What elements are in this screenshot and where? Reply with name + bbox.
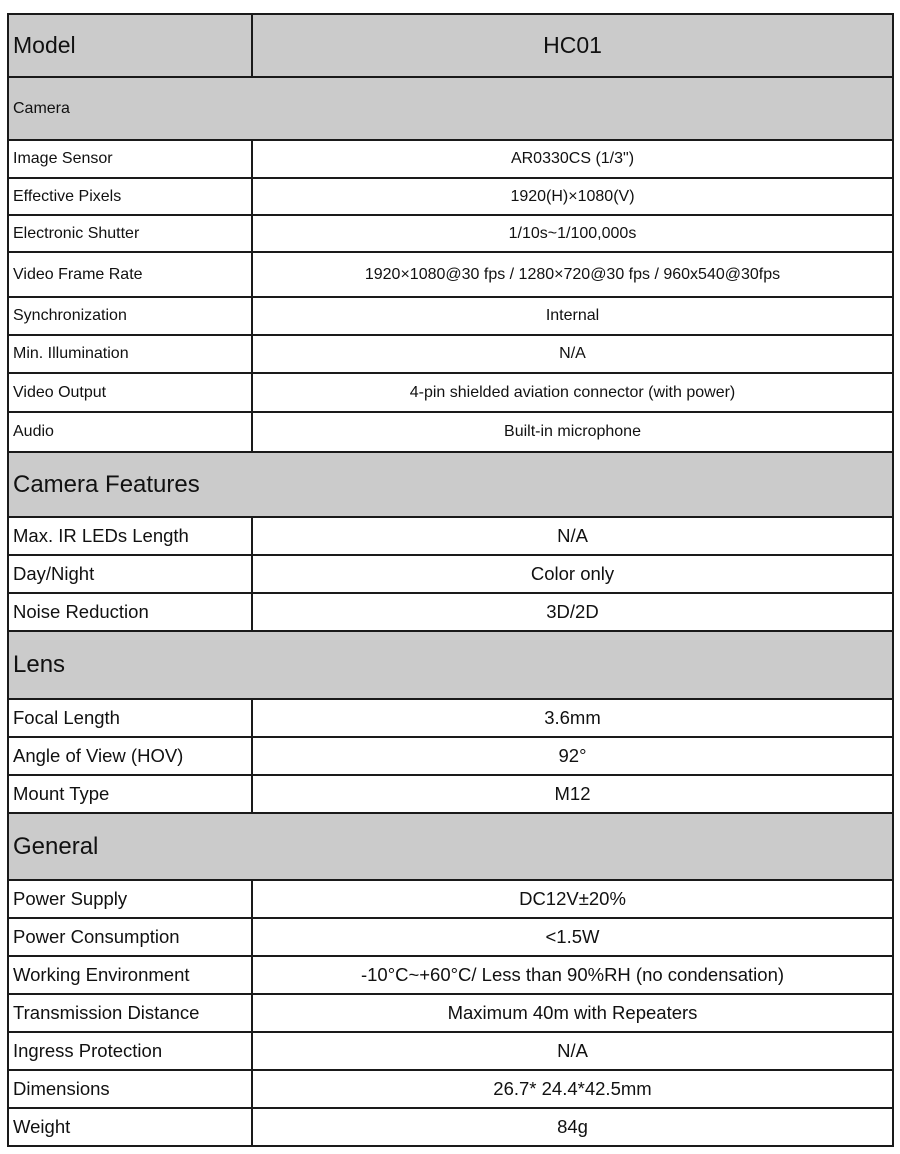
spec-value: 84g <box>252 1108 893 1146</box>
spec-row <box>8 994 893 1032</box>
spec-label: Angle of View (HOV) <box>8 737 252 775</box>
spec-label: Audio <box>8 412 252 452</box>
spec-label: Image Sensor <box>8 140 252 178</box>
spec-label: Transmission Distance <box>8 994 252 1032</box>
spec-row <box>8 373 893 412</box>
spec-value: N/A <box>252 335 893 373</box>
spec-label: Synchronization <box>8 297 252 335</box>
spec-value: 3D/2D <box>252 593 893 631</box>
spec-row <box>8 140 893 178</box>
spec-value: N/A <box>252 1032 893 1070</box>
spec-row <box>8 956 893 994</box>
spec-row <box>8 737 893 775</box>
spec-table <box>7 13 894 1147</box>
spec-value: DC12V±20% <box>252 880 893 918</box>
spec-row <box>8 699 893 737</box>
spec-row <box>8 252 893 297</box>
spec-label: Video Output <box>8 373 252 412</box>
spec-row <box>8 1070 893 1108</box>
spec-value: 4-pin shielded aviation connector (with power) <box>252 373 893 412</box>
spec-value: AR0330CS (1/3") <box>252 140 893 178</box>
section-header-lens <box>8 631 893 699</box>
spec-label: Noise Reduction <box>8 593 252 631</box>
spec-label: Video Frame Rate <box>8 252 252 297</box>
spec-value: 1920(H)×1080(V) <box>252 178 893 215</box>
spec-value: 26.7* 24.4*42.5mm <box>252 1070 893 1108</box>
spec-row <box>8 1108 893 1146</box>
spec-value: Color only <box>252 555 893 593</box>
section-title: General <box>8 813 893 880</box>
spec-value: <1.5W <box>252 918 893 956</box>
spec-row <box>8 412 893 452</box>
spec-label: Effective Pixels <box>8 178 252 215</box>
model-label: Model <box>8 14 252 77</box>
spec-label: Working Environment <box>8 956 252 994</box>
spec-row <box>8 1032 893 1070</box>
section-title: Camera <box>8 77 893 140</box>
spec-value: 3.6mm <box>252 699 893 737</box>
spec-label: Day/Night <box>8 555 252 593</box>
spec-value: N/A <box>252 517 893 555</box>
spec-value: Built-in microphone <box>252 412 893 452</box>
spec-label: Weight <box>8 1108 252 1146</box>
section-header-camera-features <box>8 452 893 517</box>
spec-label: Ingress Protection <box>8 1032 252 1070</box>
spec-value: Internal <box>252 297 893 335</box>
model-row <box>8 14 893 77</box>
spec-row <box>8 517 893 555</box>
spec-value: 92° <box>252 737 893 775</box>
spec-row <box>8 335 893 373</box>
spec-label: Power Consumption <box>8 918 252 956</box>
spec-row <box>8 593 893 631</box>
section-header-camera <box>8 77 893 140</box>
spec-label: Mount Type <box>8 775 252 813</box>
spec-label: Power Supply <box>8 880 252 918</box>
spec-row <box>8 918 893 956</box>
spec-label: Max. IR LEDs Length <box>8 517 252 555</box>
spec-value: Maximum 40m with Repeaters <box>252 994 893 1032</box>
section-title: Lens <box>8 631 893 699</box>
spec-row <box>8 215 893 252</box>
spec-row <box>8 178 893 215</box>
model-value: HC01 <box>252 14 893 77</box>
spec-row <box>8 775 893 813</box>
spec-label: Min. Illumination <box>8 335 252 373</box>
spec-value: M12 <box>252 775 893 813</box>
spec-row <box>8 297 893 335</box>
spec-value: -10°C~+60°C/ Less than 90%RH (no condensation) <box>252 956 893 994</box>
section-header-general <box>8 813 893 880</box>
section-title: Camera Features <box>8 452 893 517</box>
spec-label: Dimensions <box>8 1070 252 1108</box>
spec-row <box>8 880 893 918</box>
spec-label: Electronic Shutter <box>8 215 252 252</box>
spec-value: 1920×1080@30 fps / 1280×720@30 fps / 960x540@30fps <box>252 252 893 297</box>
spec-value: 1/10s~1/100,000s <box>252 215 893 252</box>
spec-label: Focal Length <box>8 699 252 737</box>
spec-row <box>8 555 893 593</box>
